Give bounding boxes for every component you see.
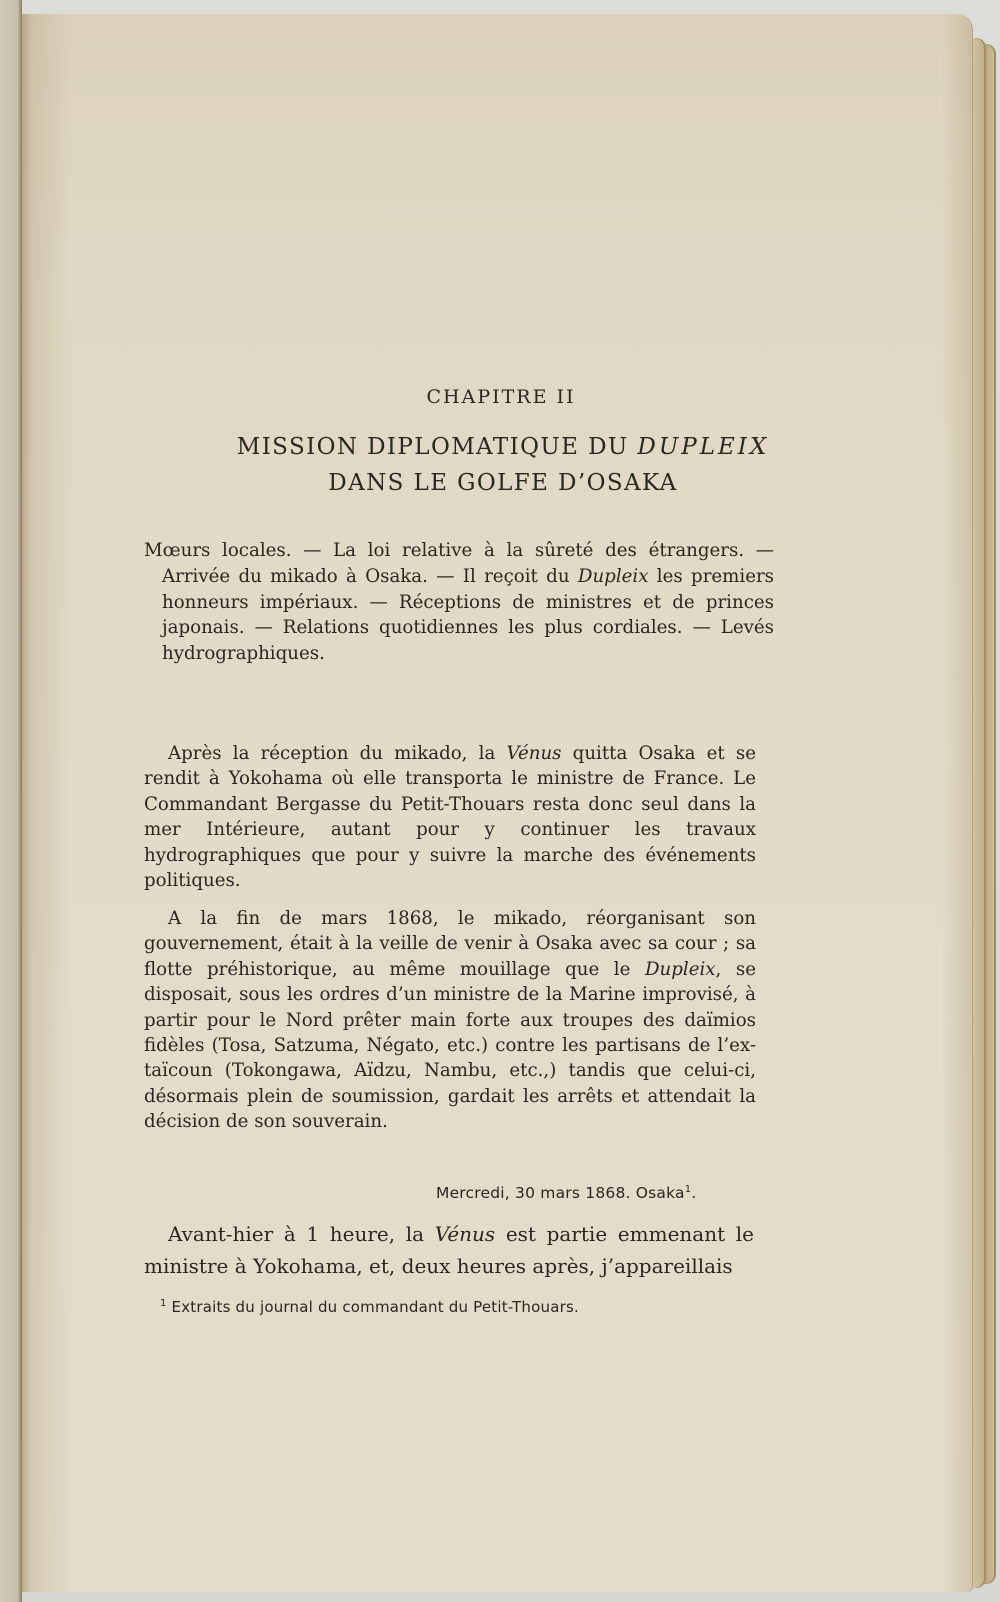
summary-ship-name: Dupleix (577, 565, 649, 587)
paragraph-1-text-a: Après la réception du mikado, la (168, 743, 507, 764)
footnote-mark: 1 (160, 1298, 167, 1309)
summary-text-2: les premiers honneurs impériaux. — Réceptions de ministres et de princes japonais. — Relations quotidiennes les plus cordiales. — Levés hydrographiques. (162, 565, 775, 665)
paragraph-2 (144, 906, 756, 1135)
chapter-summary (144, 538, 774, 667)
book-page (22, 14, 972, 1592)
footnote-reference: 1 (684, 1184, 692, 1195)
paragraph-3-ship-name: Vénus (434, 1222, 496, 1246)
chapter-label: CHAPITRE II (426, 386, 576, 408)
previous-page-edge (0, 0, 22, 1602)
footnote (160, 1298, 579, 1316)
dateline-end: . (691, 1184, 697, 1203)
chapter-title-line-2: DANS LE GOLFE D’OSAKA (328, 470, 678, 496)
chapter-title-text: MISSION DIPLOMATIQUE DU (236, 434, 638, 460)
paragraph-2-text-b: , se disposait, sous les ordres d’un ministre de la Marine improvisé, à partir pour le Nord prêter main forte aux troupes des daïmios fidèles (Tosa, Satzuma, Négato, etc.) contre les partisans de l’ex-taïcoun (Tokongawa, Aïdzu, Nambu, etc.,) tandis que celui-ci, désormais plein de soumission, gardait les arrêts et attendait la décision de son souverain. (144, 958, 756, 1133)
chapter-title-ship-name: DUPLEIX (637, 434, 770, 460)
journal-dateline (436, 1184, 696, 1202)
paragraph-1-text-b: quitta Osaka et se rendit à Yokohama où elle transporta le ministre de France. Le Commandant Bergasse du Petit-Thouars resta donc seul dans la mer Intérieure, autant pour y continuer les travaux hydrographiques que pour y suivre la marche des événements politiques. (144, 743, 756, 892)
summary-text-1: Mœurs locales. — La loi relative à la sûreté des étrangers. — Arrivée du mikado à Osaka. — Il reçoit du (144, 540, 774, 587)
paragraph-1-ship-name: Vénus (506, 743, 562, 764)
paragraph-3 (144, 1218, 754, 1282)
paragraph-2-ship-name: Dupleix (644, 958, 716, 980)
footnote-text: Extraits du journal du commandant du Petit-Thouars. (166, 1298, 579, 1316)
dateline-text: Mercredi, 30 mars 1868. Osaka (436, 1184, 685, 1203)
paragraph-2-text-a: A la fin de mars 1868, le mikado, réorganisant son gouvernement, était à la veille de venir à Osaka avec sa cour ; sa flotte préhistorique, au même mouillage que le (144, 908, 756, 980)
paragraph-1 (144, 741, 756, 893)
chapter-title-line-1 (22, 434, 972, 460)
paragraph-3-text-b: est partie emmenant le ministre à Yokohama, et, deux heures après, j’appareillais (144, 1222, 754, 1278)
paragraph-3-text-a: Avant-hier à 1 heure, la (168, 1222, 435, 1246)
